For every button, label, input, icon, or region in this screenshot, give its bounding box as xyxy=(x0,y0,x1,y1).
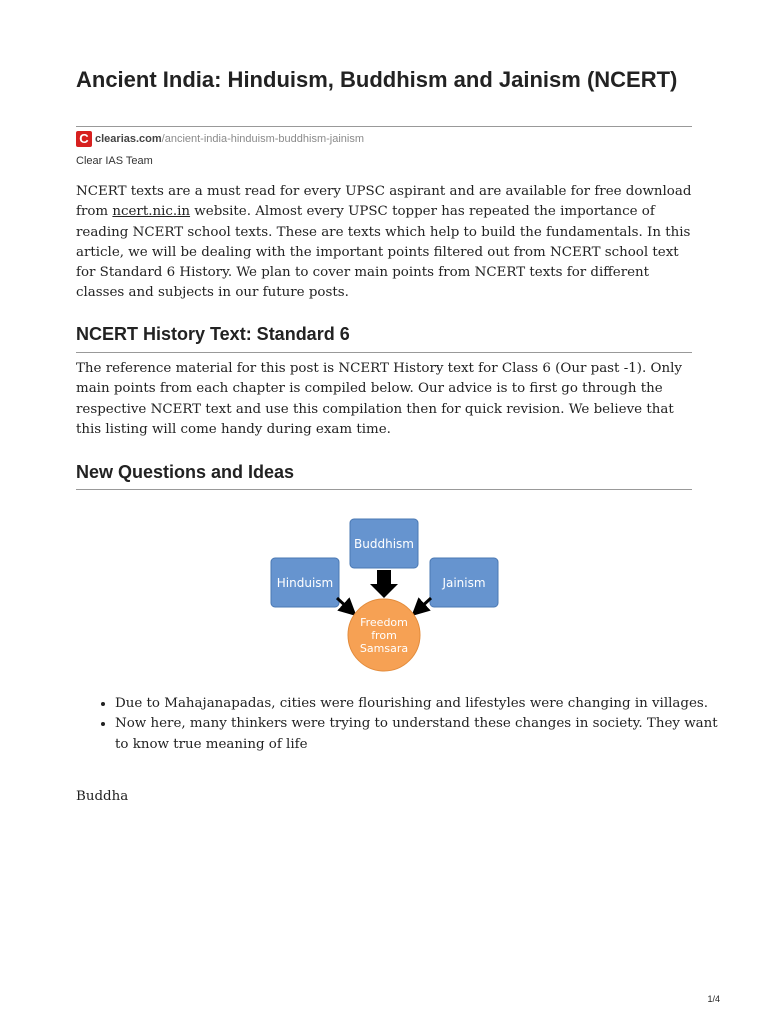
bullet-list xyxy=(76,694,731,755)
jainism-label: Jainism xyxy=(442,576,486,590)
buddhism-label: Buddhism xyxy=(354,537,414,551)
source-line xyxy=(76,131,364,147)
list-item: • Now here, many thinkers were trying to understand these changes in society. They want to know true meaning of life xyxy=(115,714,731,755)
author-name: Clear IAS Team xyxy=(76,155,153,167)
buddha-subheading: Buddha xyxy=(76,789,129,804)
reference-paragraph: The reference material for this post is NCERT History text for Class 6 (Our past -1). Only main points from each chapter is compiled below. Our advice is to first go through the respective NCERT text and use this compilation then for quick revision. We believe that this listing will come handy during exam time. xyxy=(76,361,682,437)
section-heading-ncert-history: NCERT History Text: Standard 6 xyxy=(76,324,350,344)
circle-label-line2: from xyxy=(371,629,397,642)
intro-text-start: NCERT texts are a must read for every UPSC aspirant and are available for free download from xyxy=(76,184,692,220)
right-arrow-icon xyxy=(418,598,431,610)
title-divider xyxy=(76,126,692,127)
list-item: • Due to Mahajanapadas, cities were flourishing and lifestyles were changing in villages. xyxy=(115,694,731,714)
source-path: /ancient-india-hinduism-buddhism-jainism xyxy=(161,133,365,145)
page-number: 1/4 xyxy=(707,994,720,1004)
page-title: Ancient India: Hinduism, Buddhism and Jainism (NCERT) xyxy=(76,67,678,92)
ncert-link[interactable]: ncert.nic.in xyxy=(112,204,191,220)
down-arrow-icon xyxy=(370,570,398,598)
intro-text-end: website. Almost every UPSC topper has repeated the importance of reading NCERT school texts. These are texts which help to build the fundamentals. In this article, we will be dealing with the important points filtered out from NCERT school text for Standard 6 History. We plan to cover main points from NCERT texts for different classes and subjects in our future posts. xyxy=(76,204,691,301)
source-link[interactable] xyxy=(95,133,364,145)
clearias-logo-icon: C xyxy=(76,131,92,147)
section1-divider xyxy=(76,352,692,353)
section2-divider xyxy=(76,489,692,490)
circle-label-line3: Samsara xyxy=(359,642,409,655)
circle-label-line1: Freedom xyxy=(360,616,408,629)
religions-diagram xyxy=(262,512,502,672)
source-host: clearias.com xyxy=(95,133,162,145)
hinduism-label: Hinduism xyxy=(276,576,334,590)
section-heading-new-questions: New Questions and Ideas xyxy=(76,462,295,482)
intro-paragraph xyxy=(76,182,692,304)
